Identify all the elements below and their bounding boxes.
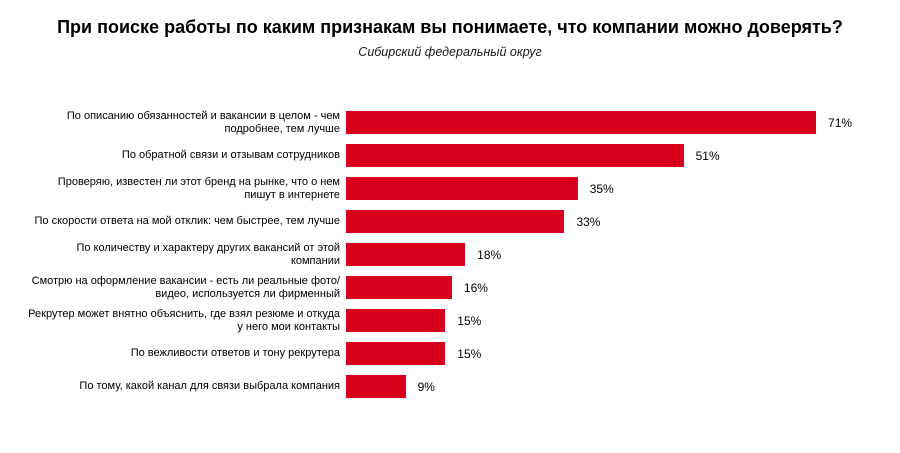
bar-label: По описанию обязанностей и вакансии в целом - чем подробнее, тем лучше: [66, 109, 340, 135]
bar-row: [0, 139, 900, 172]
bar-track: [346, 375, 900, 398]
bar: [346, 111, 816, 134]
bar-track: [346, 342, 900, 365]
bar-row: [0, 337, 900, 370]
bar-track: [346, 111, 900, 134]
bar-value: 33%: [576, 214, 601, 229]
bar-value: 18%: [477, 247, 502, 262]
bar-label: По тому, какой канал для связи выбрала компания: [79, 380, 340, 392]
bar-label: По вежливости ответов и тону рекрутера: [130, 347, 340, 359]
bar-label: Смотрю на оформление вакансии - есть ли реальные фото/видео, используется ли фирменный: [31, 274, 340, 300]
bar-label: По скорости ответа на мой отклик: чем быстрее, тем лучше: [34, 215, 340, 227]
bar-row: [0, 271, 900, 304]
bar-track: [346, 309, 900, 332]
bar-value: 71%: [828, 115, 853, 130]
bar-track: [346, 144, 900, 167]
bar: [346, 177, 578, 200]
bar: [346, 144, 684, 167]
bar-label: Проверяю, известен ли этот бренд на рынке, что о нем пишут в интернете: [57, 175, 340, 201]
bar: [346, 243, 465, 266]
bar: [346, 375, 406, 398]
bar-track: [346, 243, 900, 266]
bar-row: [0, 106, 900, 139]
bar-row: [0, 370, 900, 403]
bar-row: [0, 238, 900, 271]
bar-label: По обратной связи и отзывам сотрудников: [121, 149, 340, 161]
bar: [346, 342, 445, 365]
bar-track: [346, 276, 900, 299]
bar-value: 15%: [457, 313, 482, 328]
bar-value: 51%: [695, 148, 720, 163]
bar-track: [346, 210, 900, 233]
bar-value: 35%: [589, 181, 614, 196]
bar: [346, 309, 445, 332]
bar-track: [346, 177, 900, 200]
bar-row: [0, 205, 900, 238]
bar-chart-plot: [0, 106, 900, 403]
bar-row: [0, 172, 900, 205]
bar: [346, 276, 452, 299]
bar-row: [0, 304, 900, 337]
bar-value: 9%: [417, 379, 435, 394]
bar-label: По количеству и характеру других вакансий от этой компании: [76, 241, 340, 267]
chart-subtitle: Сибирский федеральный округ: [358, 45, 542, 59]
chart-title: При поиске работы по каким признакам вы понимаете, что компании можно доверять?: [57, 17, 843, 37]
bar: [346, 210, 564, 233]
bar-value: 16%: [463, 280, 488, 295]
bar-value: 15%: [457, 346, 482, 361]
bar-label: Рекрутер может внятно объяснить, где взял резюме и откуда у него мои контакты: [28, 307, 340, 333]
